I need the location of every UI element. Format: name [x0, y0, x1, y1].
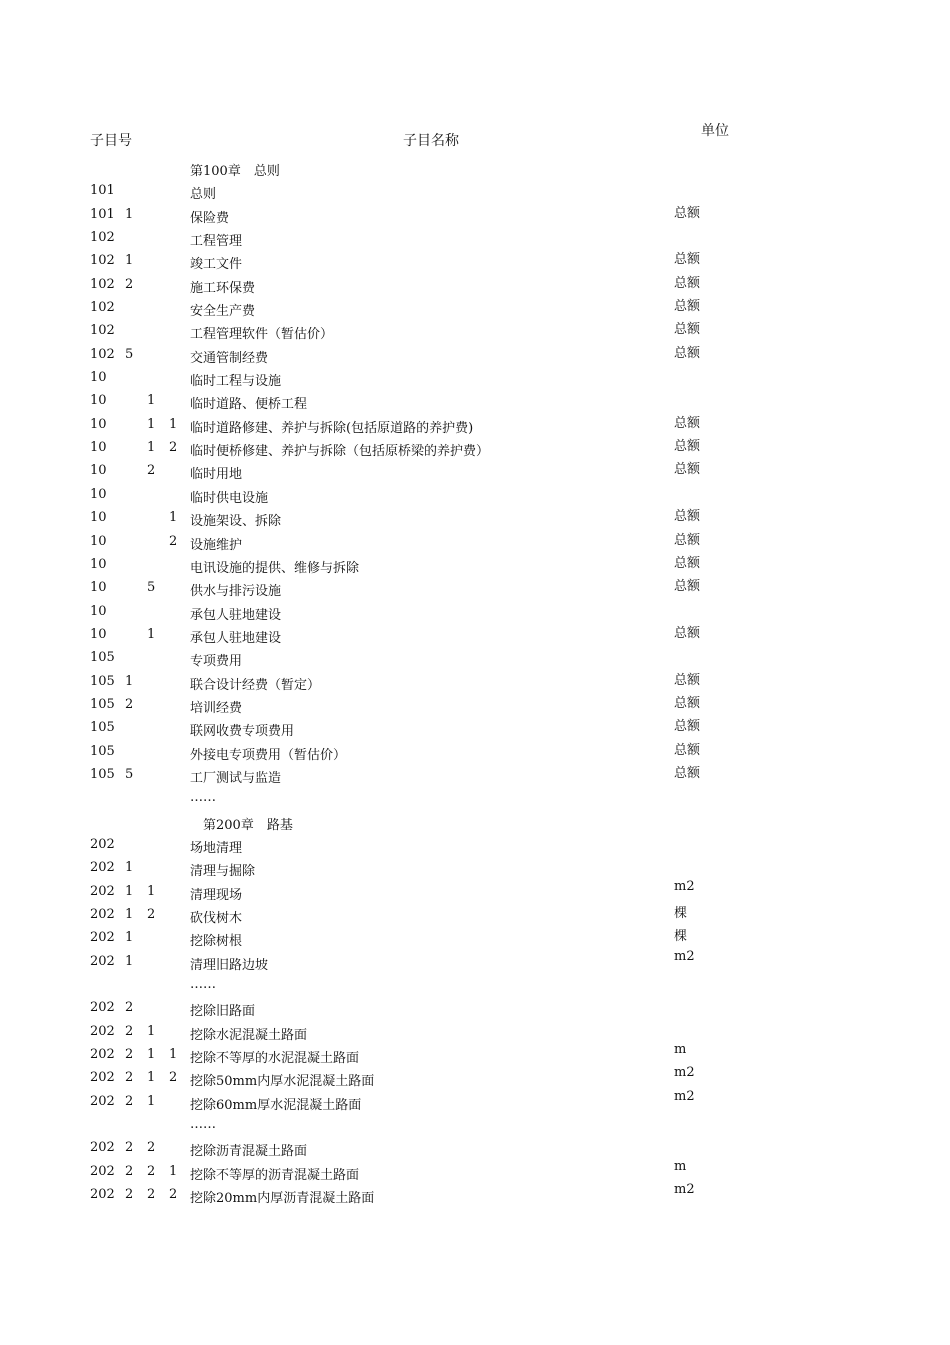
- item-unit: 棵: [674, 906, 688, 921]
- item-unit: 总额: [674, 462, 701, 478]
- code-part-2: 2: [125, 1047, 134, 1063]
- table-row: [0, 437, 950, 460]
- table-row: [0, 601, 950, 624]
- code-part-3: 1: [147, 1070, 156, 1086]
- code-part-1: 102: [90, 346, 115, 362]
- table-row: [0, 647, 950, 670]
- item-name: 挖除水泥混凝土路面: [190, 1027, 308, 1043]
- item-unit: 总额: [674, 509, 701, 525]
- table-row: [0, 367, 950, 390]
- code-part-1: 10: [90, 393, 107, 409]
- header-item-name: 子目名称: [403, 133, 459, 149]
- item-unit: 总额: [674, 695, 701, 711]
- table-row: [0, 671, 950, 694]
- table-row: [0, 180, 950, 203]
- table-row: [0, 857, 950, 880]
- code-part-1: 105: [90, 743, 115, 759]
- item-unit: 总额: [674, 579, 701, 595]
- table-row: [0, 1114, 950, 1137]
- table-row: [0, 717, 950, 740]
- code-part-4: 2: [169, 1070, 178, 1086]
- code-part-1: 202: [90, 860, 115, 876]
- item-name: 临时道路修建、养护与拆除(包括原道路的养护费): [190, 420, 474, 436]
- item-name: 保险费: [190, 210, 230, 226]
- table-row: [0, 344, 950, 367]
- item-name: 外接电专项费用（暂估价）: [190, 747, 347, 763]
- code-part-2: 1: [125, 860, 134, 876]
- code-part-2: 2: [125, 1093, 134, 1109]
- item-unit: m: [674, 1042, 687, 1058]
- code-part-1: 102: [90, 230, 115, 246]
- code-part-3: 2: [147, 1163, 156, 1179]
- item-unit: 总额: [674, 275, 701, 291]
- table-row: [0, 414, 950, 437]
- table-row: [0, 157, 950, 180]
- table-row: [0, 1021, 950, 1044]
- item-name: 清理与掘除: [190, 864, 256, 880]
- code-part-1: 202: [90, 953, 115, 969]
- code-part-3: 1: [147, 1093, 156, 1109]
- code-part-2: 1: [125, 930, 134, 946]
- table-row: [0, 1137, 950, 1160]
- table-row: [0, 204, 950, 227]
- code-part-1: 105: [90, 673, 115, 689]
- table-row: [0, 787, 950, 810]
- code-part-1: 10: [90, 556, 107, 572]
- table-row: [0, 1184, 950, 1207]
- code-part-1: 10: [90, 580, 107, 596]
- code-part-2: 1: [125, 953, 134, 969]
- header-unit: 单位: [701, 123, 729, 139]
- item-name: 工程管理: [190, 234, 243, 250]
- table-row: [0, 1067, 950, 1090]
- table-row: [0, 811, 950, 834]
- item-name: 安全生产费: [190, 304, 256, 320]
- code-part-3: 2: [147, 907, 156, 922]
- code-part-3: 1: [147, 883, 156, 899]
- item-unit: 总额: [674, 205, 701, 221]
- item-name: 挖除树根: [190, 934, 243, 950]
- item-name: 场地清理: [190, 840, 243, 856]
- code-part-2: 2: [125, 1187, 134, 1203]
- table-row: [0, 507, 950, 530]
- item-name: 挖除20mm内厚沥青混凝土路面: [190, 1191, 375, 1207]
- code-part-1: 202: [90, 1140, 115, 1156]
- table-row: [0, 554, 950, 577]
- table-row: [0, 460, 950, 483]
- code-part-2: 5: [125, 346, 134, 362]
- code-part-1: 202: [90, 883, 115, 899]
- code-part-1: 105: [90, 720, 115, 736]
- code-part-1: 105: [90, 696, 115, 712]
- item-unit: m2: [674, 1065, 695, 1081]
- table-row: [0, 250, 950, 273]
- code-part-1: 202: [90, 1187, 115, 1203]
- table-row: [0, 1044, 950, 1067]
- code-part-2: 1: [125, 907, 134, 922]
- code-part-1: 101: [90, 183, 115, 199]
- item-unit: 总额: [674, 532, 701, 548]
- code-part-4: 1: [169, 1163, 178, 1179]
- item-name: ……: [190, 1117, 216, 1133]
- item-name: 供水与排污设施: [190, 584, 282, 600]
- code-part-2: 2: [125, 1023, 134, 1039]
- table-row: [0, 904, 950, 927]
- code-part-4: 2: [169, 440, 178, 456]
- code-part-1: 10: [90, 416, 107, 432]
- item-name: 清理现场: [190, 887, 243, 903]
- table-row: [0, 1158, 950, 1184]
- code-part-2: 1: [125, 206, 134, 222]
- table-row: [0, 997, 950, 1020]
- code-part-2: 2: [125, 1140, 134, 1156]
- item-name: 承包人驻地建设: [190, 607, 282, 623]
- item-name: 临时供电设施: [190, 490, 269, 506]
- code-part-3: 2: [147, 1187, 156, 1203]
- item-unit: 总额: [674, 719, 701, 735]
- item-name: 挖除沥青混凝土路面: [190, 1144, 308, 1160]
- code-part-2: 1: [125, 883, 134, 899]
- table-row: [0, 320, 950, 343]
- code-part-1: 105: [90, 766, 115, 782]
- item-unit: 总额: [674, 345, 701, 361]
- code-part-4: 1: [169, 1047, 178, 1063]
- table-row: [0, 878, 950, 904]
- item-name: 第200章 路基: [190, 817, 293, 833]
- item-unit: 棵: [674, 929, 688, 945]
- code-part-3: 1: [147, 1047, 156, 1063]
- table-row: [0, 297, 950, 320]
- item-name: 承包人驻地建设: [190, 630, 282, 646]
- code-part-4: 1: [169, 510, 178, 526]
- table-row: [0, 694, 950, 717]
- code-part-3: 2: [147, 1140, 156, 1156]
- item-unit: 总额: [674, 555, 701, 571]
- code-part-2: 2: [125, 276, 134, 292]
- item-name: 联合设计经费（暂定）: [190, 677, 321, 693]
- code-part-1: 101: [90, 206, 115, 222]
- item-name: 第100章 总则: [190, 164, 280, 179]
- table-row: [0, 948, 950, 974]
- item-name: 挖除旧路面: [190, 1004, 256, 1020]
- item-unit: 总额: [674, 742, 701, 758]
- code-part-1: 102: [90, 276, 115, 292]
- item-name: 竣工文件: [190, 257, 243, 273]
- item-unit: m2: [674, 878, 695, 894]
- code-part-4: 1: [169, 416, 178, 432]
- item-name: 挖除不等厚的水泥混凝土路面: [190, 1051, 360, 1067]
- item-unit: 总额: [674, 322, 701, 338]
- item-unit: m2: [674, 948, 695, 964]
- code-part-1: 10: [90, 603, 107, 619]
- code-part-1: 102: [90, 253, 115, 269]
- code-part-1: 102: [90, 323, 115, 339]
- item-name: 临时用地: [190, 467, 243, 483]
- item-unit: 总额: [674, 299, 701, 315]
- item-name: 挖除不等厚的沥青混凝土路面: [190, 1167, 360, 1183]
- item-name: 培训经费: [190, 700, 243, 716]
- code-part-1: 10: [90, 533, 107, 549]
- code-part-1: 202: [90, 1163, 115, 1179]
- table-row: [0, 390, 950, 413]
- table-row: [0, 927, 950, 950]
- item-unit: 总额: [674, 252, 701, 268]
- code-part-2: 2: [125, 1163, 134, 1179]
- item-list: [0, 157, 950, 1207]
- item-unit: 总额: [674, 672, 701, 688]
- code-part-3: 1: [147, 416, 156, 432]
- item-name: 交通管制经费: [190, 350, 269, 366]
- item-name: 专项费用: [190, 654, 243, 670]
- table-row: [0, 1088, 950, 1114]
- code-part-1: 202: [90, 907, 115, 922]
- item-name: 清理旧路边坡: [190, 957, 269, 973]
- code-part-1: 202: [90, 1023, 115, 1039]
- item-name: 临时工程与设施: [190, 374, 282, 390]
- code-part-2: 1: [125, 253, 134, 269]
- code-part-1: 202: [90, 1000, 115, 1016]
- table-row: [0, 974, 950, 997]
- item-name: 设施维护: [190, 537, 243, 553]
- code-part-1: 202: [90, 1047, 115, 1063]
- table-row: [0, 764, 950, 787]
- code-part-1: 10: [90, 486, 107, 502]
- header-item-code: 子目号: [90, 133, 132, 149]
- code-part-2: 5: [125, 766, 134, 782]
- code-part-3: 2: [147, 463, 156, 479]
- code-part-4: 2: [169, 533, 178, 549]
- table-row: [0, 834, 950, 857]
- code-part-3: 1: [147, 393, 156, 409]
- code-part-3: 1: [147, 440, 156, 456]
- code-part-1: 10: [90, 463, 107, 479]
- item-unit: 总额: [674, 439, 701, 455]
- code-part-1: 10: [90, 510, 107, 526]
- code-part-1: 10: [90, 626, 107, 642]
- code-part-1: 102: [90, 300, 115, 316]
- item-name: 电讯设施的提供、维修与拆除: [190, 560, 360, 576]
- code-part-3: 5: [147, 580, 156, 596]
- code-part-2: 2: [125, 1070, 134, 1086]
- table-row: [0, 577, 950, 600]
- item-unit: 总额: [674, 765, 701, 781]
- item-unit: 总额: [674, 625, 701, 641]
- item-name: ……: [190, 977, 216, 993]
- item-unit: m: [674, 1158, 687, 1174]
- code-part-1: 202: [90, 1070, 115, 1086]
- item-name: 临时道路、便桥工程: [190, 397, 308, 413]
- item-name: 工厂测试与监造: [190, 770, 282, 786]
- table-row: [0, 741, 950, 764]
- item-name: 施工环保费: [190, 280, 256, 296]
- item-name: 工程管理软件（暂估价）: [190, 327, 334, 343]
- item-unit: 总额: [674, 415, 701, 431]
- code-part-1: 202: [90, 1093, 115, 1109]
- table-row: [0, 227, 950, 250]
- item-name: 挖除60mm厚水泥混凝土路面: [190, 1097, 362, 1113]
- code-part-4: 2: [169, 1187, 178, 1203]
- code-part-2: 1: [125, 673, 134, 689]
- code-part-1: 105: [90, 650, 115, 666]
- table-row: [0, 484, 950, 507]
- item-unit: m2: [674, 1182, 695, 1198]
- item-name: 临时便桥修建、养护与拆除（包括原桥梁的养护费）: [190, 444, 490, 460]
- code-part-1: 202: [90, 930, 115, 946]
- item-name: 设施架设、拆除: [190, 514, 282, 530]
- item-name: ……: [190, 790, 216, 806]
- code-part-2: 2: [125, 696, 134, 712]
- code-part-1: 202: [90, 836, 115, 852]
- code-part-1: 10: [90, 440, 107, 456]
- code-part-1: 10: [90, 370, 107, 386]
- item-name: 联网收费专项费用: [190, 724, 295, 740]
- table-row: [0, 274, 950, 297]
- table-row: [0, 624, 950, 647]
- item-name: 砍伐树木: [190, 911, 243, 926]
- item-name: 总则: [190, 187, 217, 203]
- item-name: 挖除50mm内厚水泥混凝土路面: [190, 1074, 375, 1090]
- code-part-2: 2: [125, 1000, 134, 1016]
- item-unit: m2: [674, 1088, 695, 1104]
- table-row: [0, 531, 950, 554]
- code-part-3: 1: [147, 1023, 156, 1039]
- code-part-3: 1: [147, 626, 156, 642]
